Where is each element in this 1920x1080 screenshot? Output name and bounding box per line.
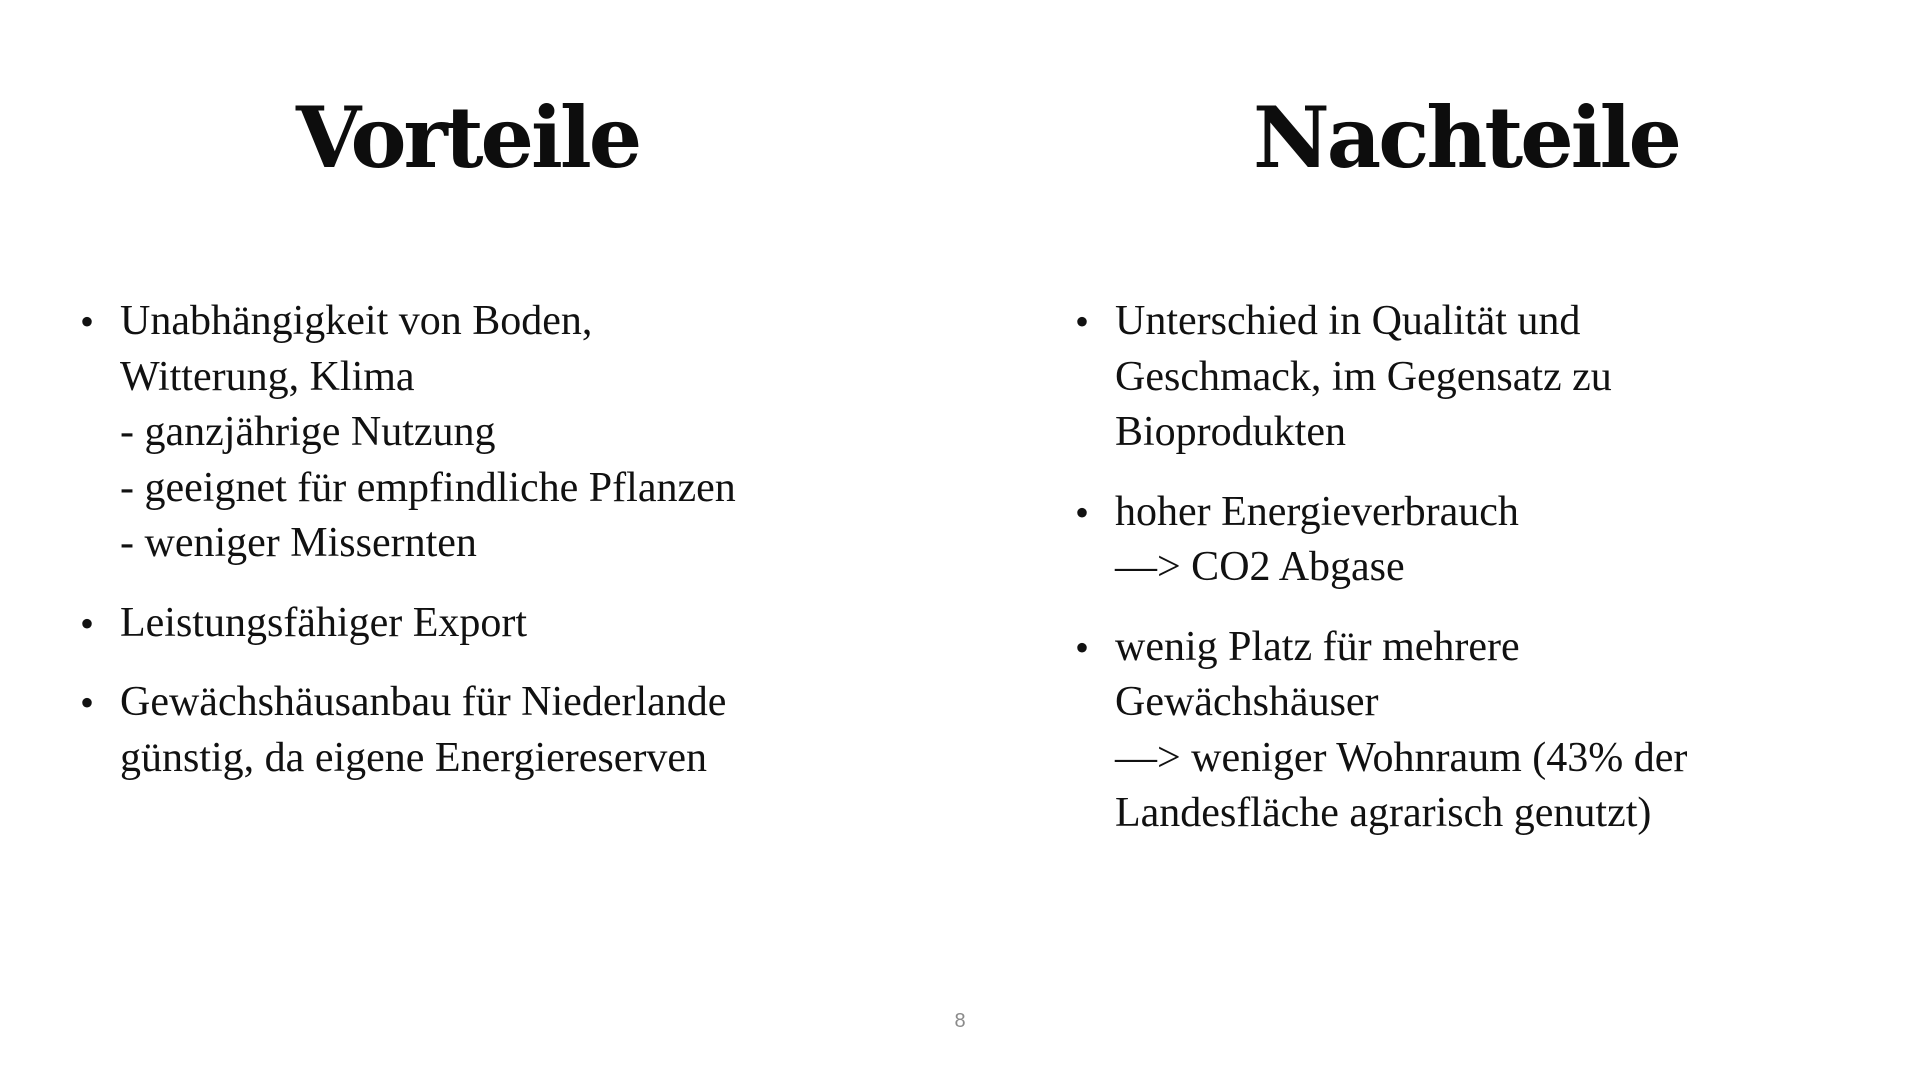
list-item-text: Landesfläche agrarisch genutzt)	[1115, 790, 1652, 836]
bullet-icon: •	[80, 680, 95, 725]
disadvantages-heading: Nachteile	[1253, 88, 1679, 187]
bullet-icon: •	[1075, 624, 1090, 670]
list-item-text: Witterung, Klima	[120, 353, 415, 400]
bullet-icon: •	[1075, 489, 1090, 535]
list-item	[1075, 294, 1687, 461]
list-item	[80, 675, 736, 786]
advantages-list	[80, 294, 736, 810]
bullet-icon: •	[1075, 299, 1090, 344]
list-item-text: Geschmack, im Gegensatz zu	[1115, 353, 1612, 400]
list-item	[80, 596, 736, 652]
list-item	[1075, 620, 1687, 842]
list-item-text: - ganzjährige Nutzung	[120, 409, 496, 455]
list-item	[1075, 485, 1687, 596]
disadvantages-column	[1075, 0, 1855, 1000]
list-item-text: Gewächshäuser	[1115, 679, 1379, 725]
list-item-text: - geeignet für empfindliche Pflanzen	[120, 464, 736, 511]
list-item-text: Gewächshäusanbau für Niederlande	[120, 679, 727, 725]
list-item-text: Unterschied in Qualität und	[1115, 298, 1581, 344]
disadvantages-list	[1075, 294, 1687, 866]
list-item-text: wenig Platz für mehrere	[1115, 623, 1520, 670]
list-item-text: Unabhängigkeit von Boden,	[120, 298, 593, 344]
advantages-heading: Vorteile	[296, 88, 640, 187]
advantages-column	[80, 0, 940, 1000]
list-item-text: Leistungsfähiger Export	[120, 599, 528, 646]
list-item-text: hoher Energieverbrauch	[1115, 488, 1519, 535]
list-item-text: günstig, da eigene Energiereserven	[120, 734, 707, 781]
bullet-icon: •	[80, 600, 95, 646]
bullet-icon: •	[80, 299, 95, 344]
list-item	[80, 294, 736, 572]
list-item-text: Bioprodukten	[1115, 409, 1346, 455]
list-item-text: —> CO2 Abgase	[1115, 544, 1405, 590]
list-item-text: - weniger Missernten	[120, 520, 477, 566]
page-number: 8	[954, 1010, 966, 1032]
list-item-text: —> weniger Wohnraum (43% der	[1115, 734, 1688, 781]
